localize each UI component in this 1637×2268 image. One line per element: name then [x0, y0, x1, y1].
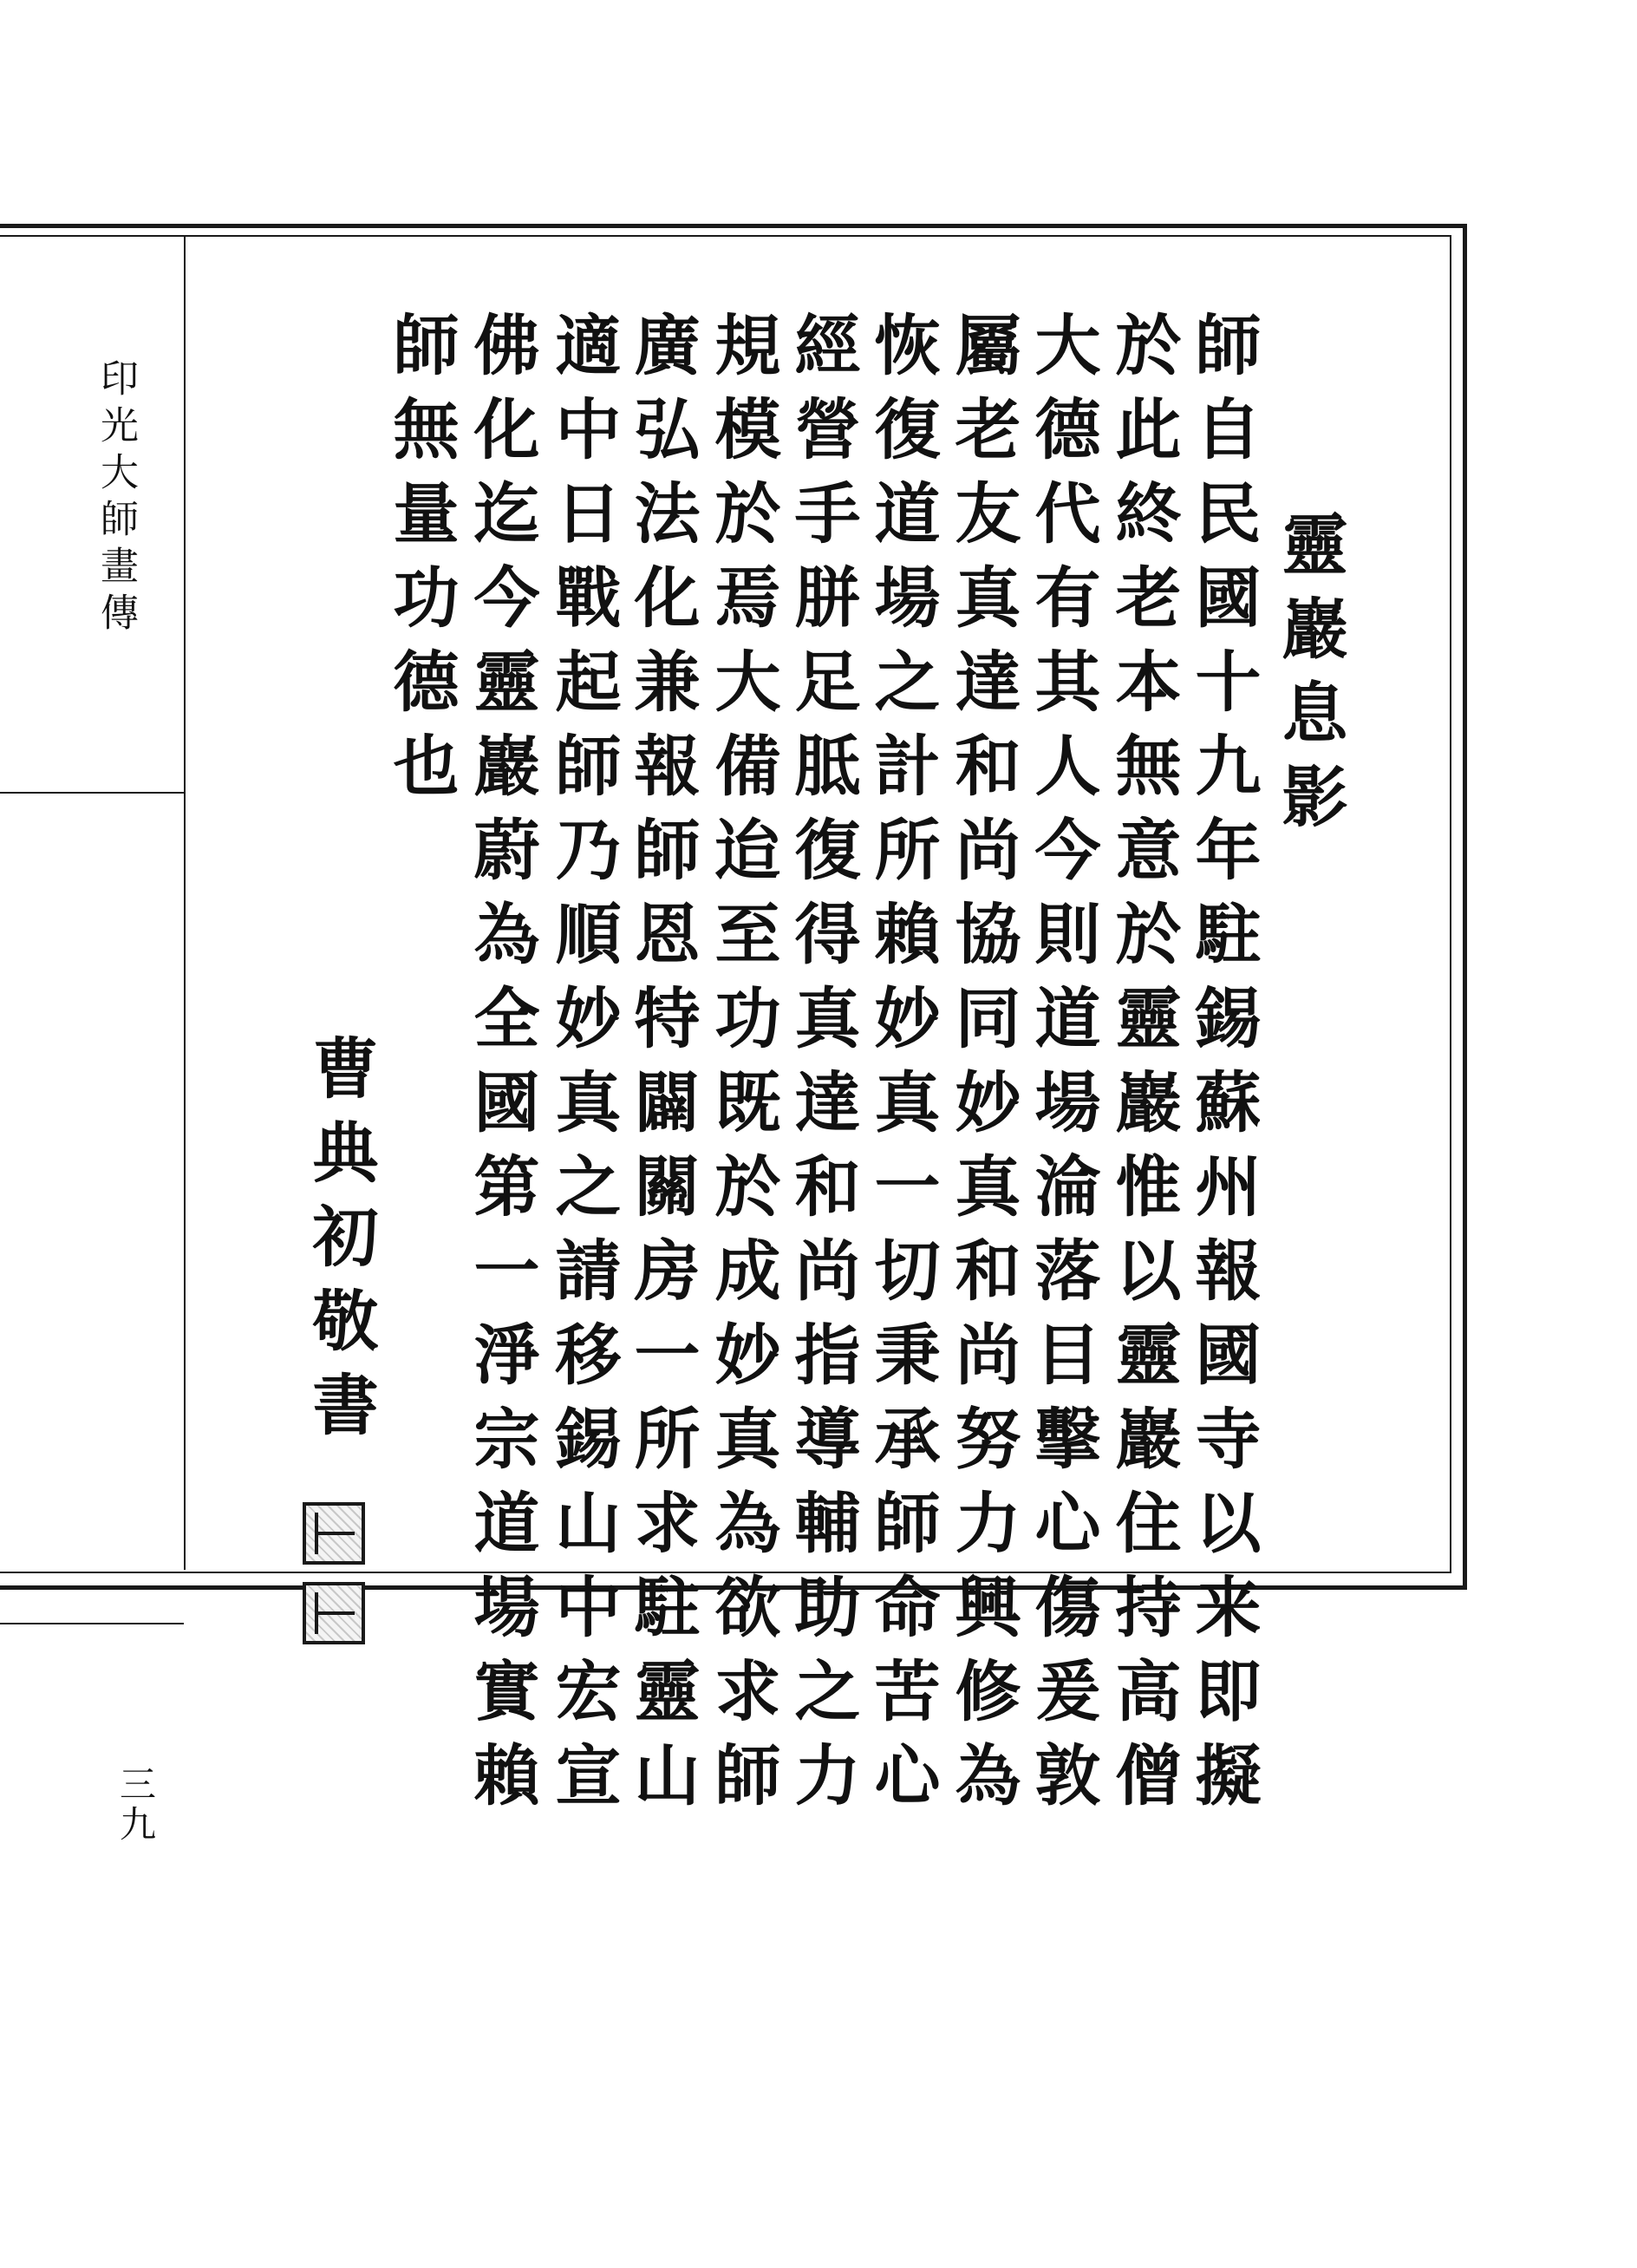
page-number: 三九 — [114, 1765, 157, 1845]
text-column-1: 師自民國十九年駐錫蘇州報國寺以来即擬 — [1184, 310, 1262, 1825]
text-column-4: 屬老友真達和尚協同妙真和尚努力興修為 — [944, 310, 1021, 1825]
text-column-3: 大德代有其人今則道場淪落目擊心傷爰敦 — [1024, 310, 1101, 1825]
text-column-10: 佛化迄今靈巖蔚為全國第一淨宗道場實賴 — [463, 310, 540, 1825]
text-column-6: 經營手胼足胝復得真達和尚指導輔助之力 — [784, 310, 861, 1825]
article-title: 靈巖息影 — [1271, 510, 1348, 846]
running-header-column — [0, 237, 186, 1570]
text-column-7: 規模於焉大備迨至功既於成妙真為欲求師 — [704, 310, 781, 1825]
header-divider-bottom — [0, 1623, 184, 1624]
seal-stamp-2 — [303, 1582, 365, 1644]
text-column-8: 廣弘法化兼報師恩特闢關房一所求駐靈山 — [623, 310, 701, 1825]
seal-stamp-1 — [303, 1502, 365, 1565]
text-column-5: 恢復道場之計所賴妙真一切秉承師命苦心 — [864, 310, 941, 1825]
signature: 曹典初敬書 — [302, 1034, 379, 1454]
book-title: 印光大師畫傳 — [94, 358, 138, 639]
text-column-2: 於此終老本無意於靈巖惟以靈巖住持高僧 — [1105, 310, 1182, 1825]
text-column-9: 適中日戰起師乃順妙真之請移錫山中宏宣 — [545, 310, 622, 1825]
header-divider-top — [0, 792, 184, 794]
text-column-11: 師無量功德也 — [382, 310, 460, 815]
